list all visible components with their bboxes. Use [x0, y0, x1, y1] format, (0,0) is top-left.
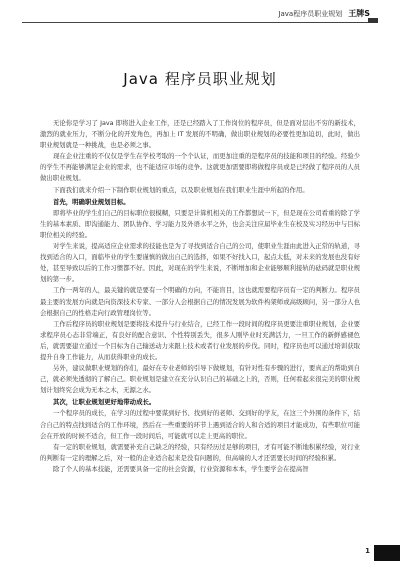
- body-text: [40, 118, 360, 475]
- paragraph: 工作后程序员的职业规划是要将技术提升与行业结合，已经工作一段时间的程序员更要注重职业规划，企业要求程序员心态非常端正，有良好的配合意识、个性特别丢失，很多人刚毕业时充满活力，一旦工作的新鲜感褪色后，就需要建立通过一个目标为自己输送动力来跟上技术或者行业发展的步伐。同时，程序员也可以通过培训获取提升自身工作能力，从而获得职业的成长。: [40, 319, 360, 361]
- paragraph: 工作一两年的人，最关键的就是要有一个明确的方向，不能盲目，这也就需要程序员有一定的判断力。程序员最主要的发展方向就是向资深技术专家、一部分人会根据自己的情况发展为软件构架师或高级顾问，另一部分人也会根据自己的性格走向行政管理岗位等。: [40, 286, 360, 317]
- header-corner-mark: [368, 18, 378, 23]
- paragraph: 除了个人的基本技能，还需要具备一定的社会资源，行业资源和本本，学生要学会在提高智: [53, 464, 309, 473]
- page-edge-tab: [374, 545, 400, 561]
- page-header: [0, 0, 400, 26]
- header-rule: [22, 22, 378, 23]
- paragraph: 有一定的职业规划，就需要补充自己缺乏的经验，只有经历过足够的项目，才有可能不断地积累经验，对行业的判断有一定的理解之后，对一般的企业适合起来是没有问题的，但高端的人才还需要长时间的经验积累。: [40, 442, 360, 462]
- paragraph: 下面我们就来介绍一下制作职业规划的重点，以及职业规划在我们职业生涯中所起的作用。: [53, 185, 309, 194]
- paragraph: 现在企业注重的不仅仅是学生在学校考取的一个个认证，而更加注重的是程序员的技能和项目的经验。经验少的学生不再能够满足企业的需求，也不能适应市场的竞争。这就更加需要即将做程序员或是已经做了程序员的人员做出职业规划。: [40, 152, 360, 183]
- paragraph: 对学生来说，提高适应企业需求的技能也是为了寻找到适合自己的公司，使职业生涯由此进入正常的轨道，寻找到适合的入口，面临毕业的学生要谨慎的做出自己的选择，如果不好找入口，起点太低，对未来的发展也没有好处，甚至导致以后的工作习惯都不好。因此，对现在的学生来说，不断增加和企业能够顺利接轨的砝码就是职业规划的第一步。: [40, 242, 360, 284]
- section-heading: 其次，让职业规划更好地带动成长。: [53, 398, 156, 407]
- paragraph: 无论你是学习了 Java 即将进入企业工作，还是已经踏入了工作岗位的程序员，但是面对层出不穷的新技术，激烈的就业压力，不断分化的开发角色，再加上 IT 发展的不明确，做出职业规划的必要性更加迫切，此时，做出职业规划就是一种挑战，也是必须之事。: [40, 119, 360, 150]
- page-number: 1: [365, 547, 370, 555]
- page-title: Java 程序员职业规划: [123, 70, 277, 88]
- running-title: Java程序员职业规划: [278, 10, 343, 18]
- paragraph: 即将毕业的学生们自己的目标职位很模糊，只要是计算机相关的工作都想试一下，但是现在公司看重的除了学生的基本素质、即沟通能力、团队协作、学习能力及外语水平之外，也会关注应届毕业生在校及实习经历中与目标职位相关的经验。: [40, 208, 360, 239]
- paragraph: 另外，建议做职业规划的你们，最好在专业老师的引导下做规划，有针对性有步骤的进行，要真正的帮助到自己，就必须先透彻的了解自己。职业规划是建立在充分认识自己的基础之上的，否则，任何看起来很完美的职业规划计划终究会成为无本之木，无源之水。: [40, 364, 360, 395]
- section-heading: 首先，明确职业规划目标。: [53, 197, 130, 206]
- brand-logo-text: 王牌S: [348, 9, 370, 18]
- paragraph: 一个程序员的成长，在学习的过程中要谋到好书、找到好的老师、交到好的学友，在这三个外围的条件下，结合自己的特点找到适合的工作环境，然后在一些重要的环节上遇到适合的人和合适的项目才能成功，有些职位可能会在开放的时候不适合，但工作一段时间后，可能就可以走上更高的职位。: [40, 409, 360, 440]
- running-header: [278, 8, 370, 19]
